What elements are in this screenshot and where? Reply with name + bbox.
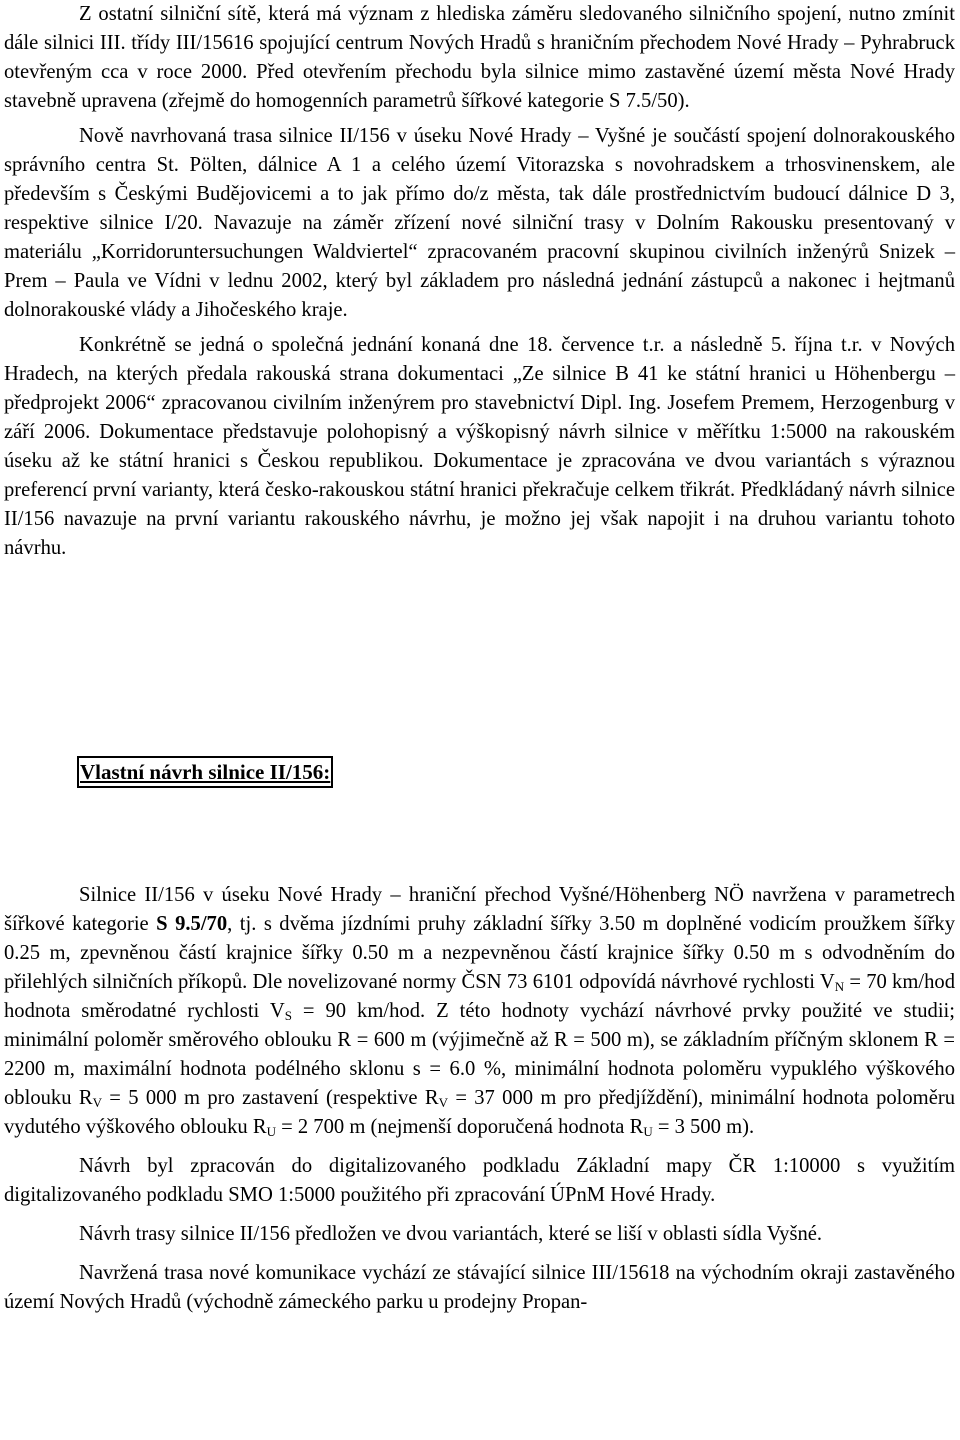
document-body-design: [4, 881, 955, 1317]
paragraph-route-start: Navržená trasa nové komunikace vychází ze stávající silnice III/15618 na východním okraji zastavěného území Nových Hradů (východně zámeckého parku u prodejny Propan-: [4, 1262, 955, 1313]
subscript: N: [834, 979, 845, 994]
text-run: , tj. s dvěma jízdními pruhy základní šířky 3.50 m doplněné vodicím proužkem šířky 0.25 m, zpevněnou částí krajnice šířky 0.50 m a nezpevněnou částí krajnice šířky 0.50 m s odvodněním do přilehlých silničních příkopů. Dle novelizované normy ČSN 73 6101 odpovídá návrhové rychlosti V: [4, 913, 955, 993]
text-run: = 5 000 m pro zastavení (respektive R: [101, 1087, 439, 1109]
subscript: U: [266, 1124, 276, 1139]
text-run: = 2 700 m (nejmenší doporučená hodnota R: [275, 1116, 644, 1138]
section-heading-wrap: [77, 756, 333, 788]
section-heading: Vlastní návrh silnice II/156:: [77, 756, 333, 788]
subscript: S: [284, 1008, 292, 1023]
document-body-top: [4, 0, 955, 563]
category-code: S 9.5/70: [156, 913, 228, 935]
paragraph-variants: Návrh trasy silnice II/156 předložen ve dvou variantách, které se liší v oblasti sídla Vyšné.: [79, 1223, 823, 1245]
paragraph-road-network: Z ostatní silniční sítě, která má význam z hlediska záměru sledovaného silničního spojení, nutno zmínit dále silnici III. třídy III/15616 spojující centrum Nových Hradů s hraničním přechodem Nové Hrady – Pyhrabruck otevřeným cca v roce 2000. Před otevřením přechodu byla silnice mimo zastavěné území města Nové Hrady stavebně upravena (zřejmě do homogenních parametrů šířkové kategorie S 7.5/50).: [4, 3, 955, 112]
paragraph-proposed-route: Nově navrhovaná trasa silnice II/156 v úseku Nové Hrady – Vyšné je součástí spojení dolnorakouského správního centra St. Pölten, dálnice A 1 a celého území Vitorazska s novohradskem a trhosvinenskem, ale především s Českými Budějovicemi a to jak přímo do/z města, tak dále prostřednictvím budoucí dálnice D 3, respektive silnice I/20. Navazuje na záměr zřízení nové silniční trasy v Dolním Rakousku presentovaný v materiálu „Korridoruntersuchungen Waldviertel“ zpracovaném pracovní skupinou civilních inženýrů Snizek – Prem – Paula ve Vídni v lednu 2002, který byl základem pro následná jednání zástupců a nakonec i hejtmanů dolnorakouské vlády a Jihočeského kraje.: [4, 125, 955, 321]
text-run: = 3 500 m).: [652, 1116, 755, 1138]
subscript: V: [92, 1095, 102, 1110]
text-run: Silnice II/156 v úseku Nové Hrady – hraniční přechod Vyšné/Höhenberg NÖ navržena v parametrech šířkové kategorie: [4, 884, 955, 935]
text-run: = 90 km/hod. Z této hodnoty vychází návrhové prvky použité ve studii; minimální poloměr směrového oblouku R = 600 m (výjimečně až R = 500 m), se základním příčným sklonem R = 2200 m, maximální hodnota podélného sklonu s = 6.0 %, minimální hodnota poloměru vypuklého výškového oblouku R: [4, 1000, 955, 1109]
paragraph-design-parameters: [4, 881, 955, 1142]
paragraph-map-basis: Návrh byl zpracován do digitalizovaného podkladu Základní mapy ČR 1:10000 s využitím digitalizovaného podkladu SMO 1:5000 použitého při zpracování ÚPnM Hové Hrady.: [4, 1155, 955, 1206]
paragraph-negotiations: Konkrétně se jedná o společná jednání konaná dne 18. července t.r. a následně 5. října t.r. v Nových Hradech, na kterých předala rakouská strana dokumentaci „Ze silnice B 41 ke státní hranici u Höhenbergu – předprojekt 2006“ zpracovanou civilním inženýrem pro stavebnictví Dipl. Ing. Josefem Premem, Herzogenburg v září 2006. Dokumentace představuje polohopisný a výškopisný návrh silnice v měřítku 1:5000 na rakouském úseku až ke státní hranici s Českou republikou. Dokumentace je zpracována ve dvou variantách s výraznou preferencí první varianty, která česko-rakouskou státní hranici překračuje celkem třikrát. Předkládaný návrh silnice II/156 navazuje na první variantu rakouského návrhu, je možno jej však napojit i na druhou variantu tohoto návrhu.: [4, 334, 955, 559]
subscript: V: [438, 1095, 448, 1110]
subscript: U: [643, 1124, 653, 1139]
text-run: = 70 km/hod hodnota směrodatné rychlosti V: [4, 971, 955, 1022]
text-run: = 37 000 m pro předjíždění), minimální hodnota poloměru vydutého výškového oblouku R: [4, 1087, 955, 1138]
